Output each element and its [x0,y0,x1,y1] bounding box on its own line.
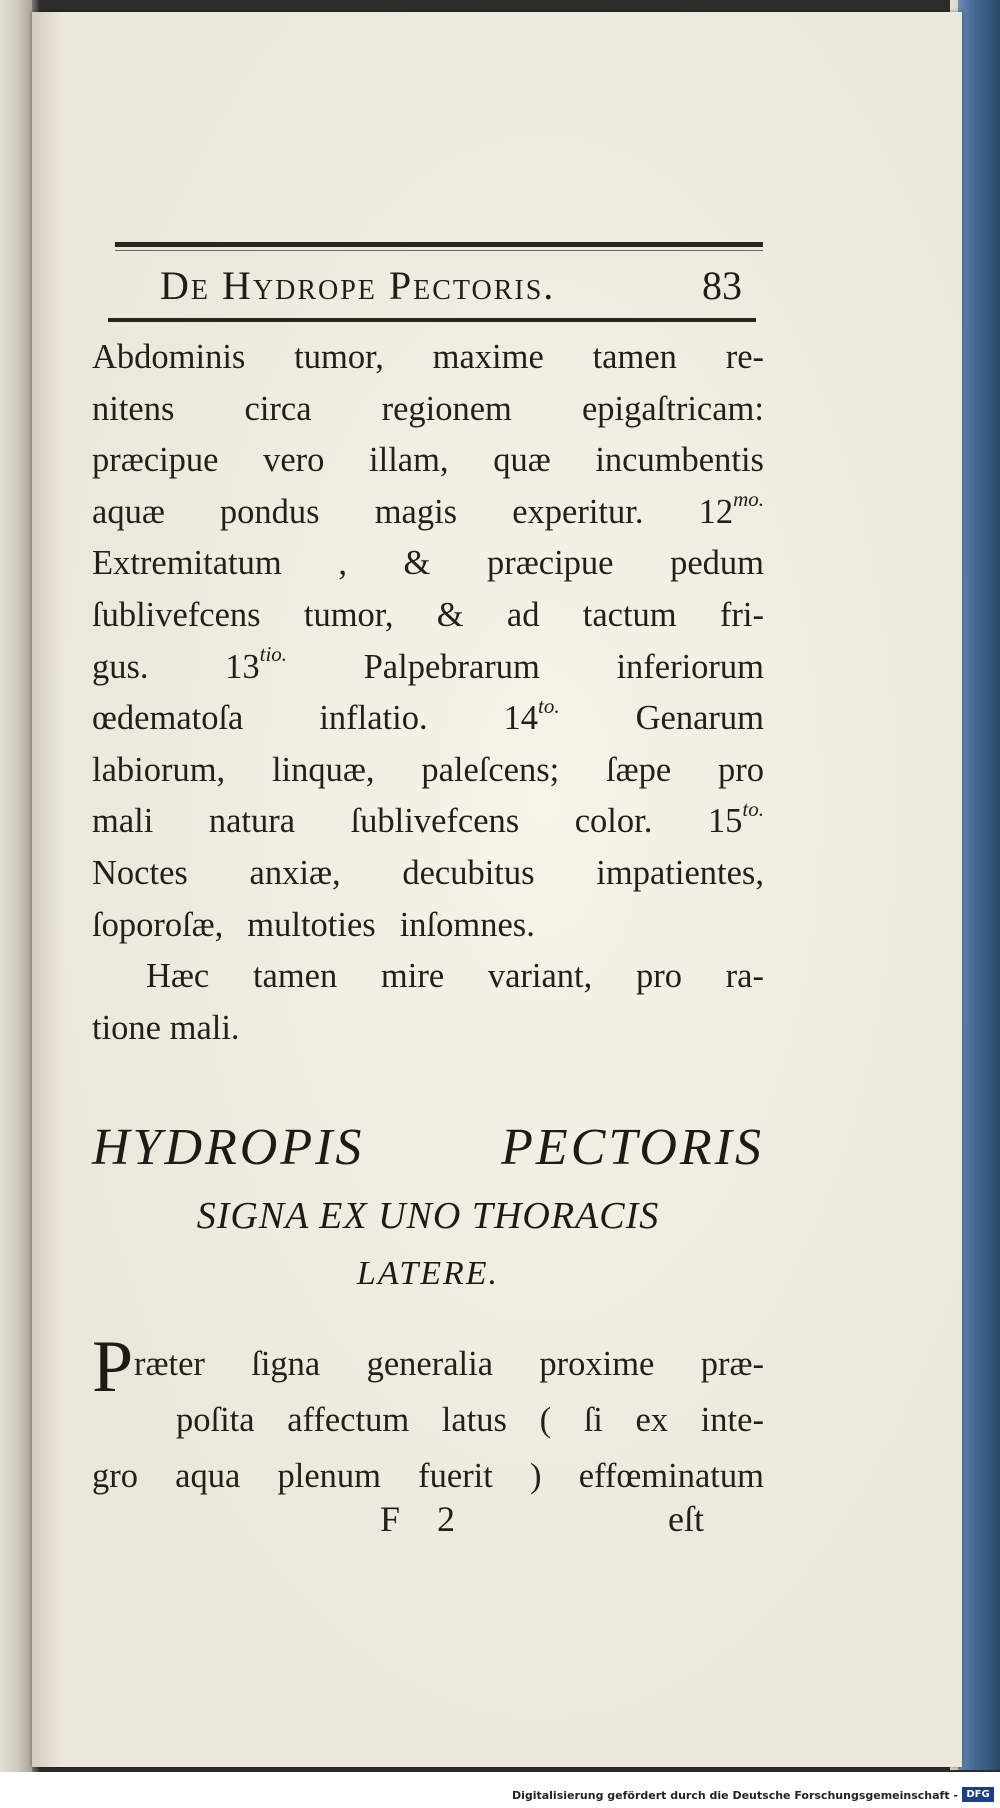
dfg-logo-icon: DFG [962,1787,994,1802]
text-line: tione mali. [92,1008,240,1047]
text-line: mali natura ſublivefcens color. $15^{to.}$ [92,796,764,848]
text-line: Hæc tamen mire variant, pro ra- [146,957,764,996]
text-line: labiorum, linquæ, paleſcens; ſæpe pro [92,750,764,789]
header-rule-bottom [108,318,756,322]
text-line: Noctes anxiæ, decubitus impatientes, [92,853,764,892]
section-paragraph [92,1336,764,1504]
section-subheading-2: LATERE. [356,1255,500,1292]
text-line: gro aqua plenum fuerit ) effœminatum [92,1457,764,1495]
gutter-shadow [0,0,32,1808]
text-line: ſoporoſæ, multoties inſomnes. [92,905,535,944]
ordinal-13: $13^{tio.}$ [225,642,288,686]
text-line: nitens circa regionem epigaſtricam: [92,389,764,428]
text-line: ſublivefcens tumor, & ad tactum fri- [92,595,764,634]
ordinal-14: $14^{to.}$ [503,693,560,738]
catchword: eſt [668,1499,704,1539]
header-rule-top [115,242,763,247]
text-line: ræter ſigna generalia proxime præ- [134,1345,764,1383]
header-rule-top-thin [115,250,763,251]
text-line: poſita affectum latus ( ſi ex inte- [176,1401,764,1439]
ordinal-15: $15^{to.}$ [707,796,764,841]
text-line: œdematoſa inflatio. $14^{to.}$ Genarum [92,693,764,745]
body-text [92,332,764,1054]
section-subheading: SIGNA EX UNO THORACIS [196,1195,660,1237]
text-line: aquæ pondus magis experitur. $12^{mo.}$ [92,487,764,539]
running-title: De Hydrope Pectoris. [160,263,556,308]
section-heading: HYDROPIS PECTORIS [92,1119,764,1176]
text-line: gus. $13^{tio.}$ Palpebrarum inferiorum [92,642,764,694]
book-cover [958,0,1000,1770]
text-line: Extremitatum , & præcipue pedum [92,544,764,583]
text-line: præcipue vero illam, quæ incumbentis [92,441,764,480]
running-header [108,256,756,314]
ordinal-12: $12^{mo.}$ [698,487,764,531]
page-footer [92,1498,764,1558]
digitization-credit: Digitalisierung gefördert durch die Deutsche Forschungsgemeinschaft - [511,1789,958,1802]
drop-capital: P [92,1326,134,1408]
signature-mark: F 2 [380,1499,470,1539]
page-number: 83 [702,263,742,308]
text-line: Abdominis tumor, maxime tamen re- [92,338,764,376]
